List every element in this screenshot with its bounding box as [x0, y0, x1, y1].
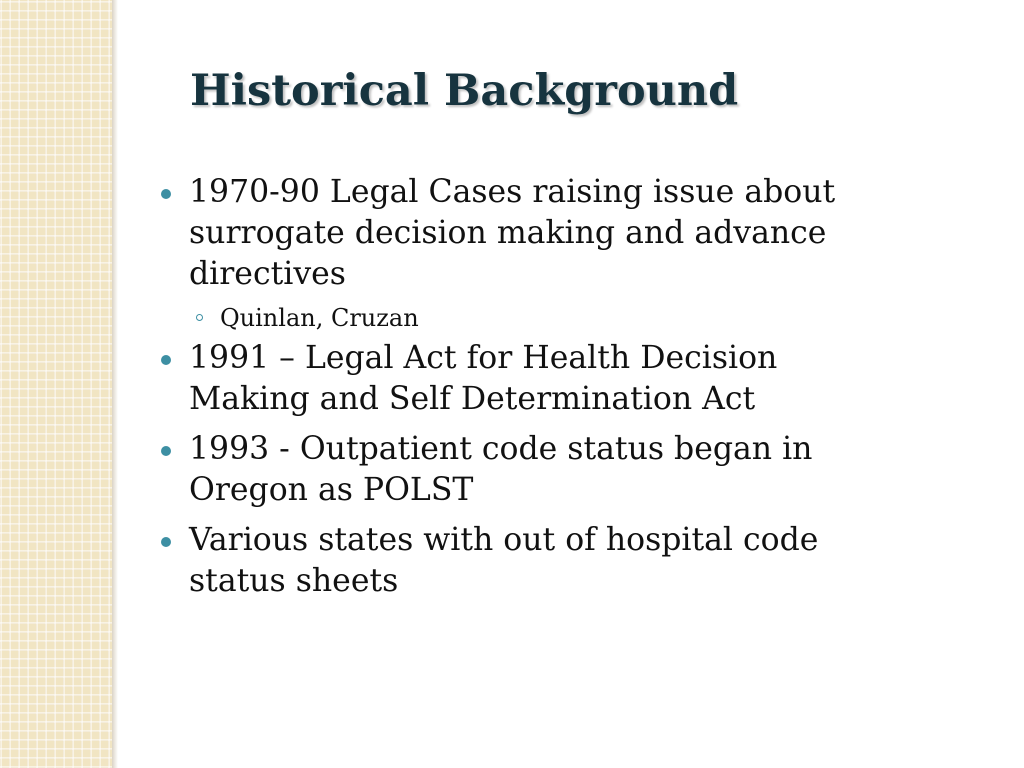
bullet-item	[152, 429, 972, 511]
bullet-dot-icon	[161, 189, 171, 199]
bullet-list	[152, 172, 972, 611]
bullet-dot-icon	[161, 537, 171, 547]
sub-bullet-circle-icon	[196, 314, 203, 321]
bullet-item	[152, 172, 972, 295]
sub-bullet-text: Quinlan, Cruzan	[220, 304, 419, 332]
slide-title: Historical Background	[190, 66, 739, 116]
side-pattern-shadow	[112, 0, 118, 768]
decorative-side-pattern	[0, 0, 112, 768]
bullet-dot-icon	[161, 355, 171, 365]
sub-bullet-item	[152, 302, 972, 334]
bullet-text: 1991 – Legal Act for Health Decision Making and Self Determination Act	[189, 340, 778, 417]
bullet-text: 1970-90 Legal Cases raising issue about surrogate decision making and advance directives	[189, 174, 836, 292]
bullet-dot-icon	[161, 446, 171, 456]
bullet-text: 1993 - Outpatient code status began in Oregon as POLST	[189, 431, 813, 508]
bullet-item	[152, 520, 972, 602]
bullet-item	[152, 338, 972, 420]
bullet-text: Various states with out of hospital code status sheets	[189, 522, 819, 599]
